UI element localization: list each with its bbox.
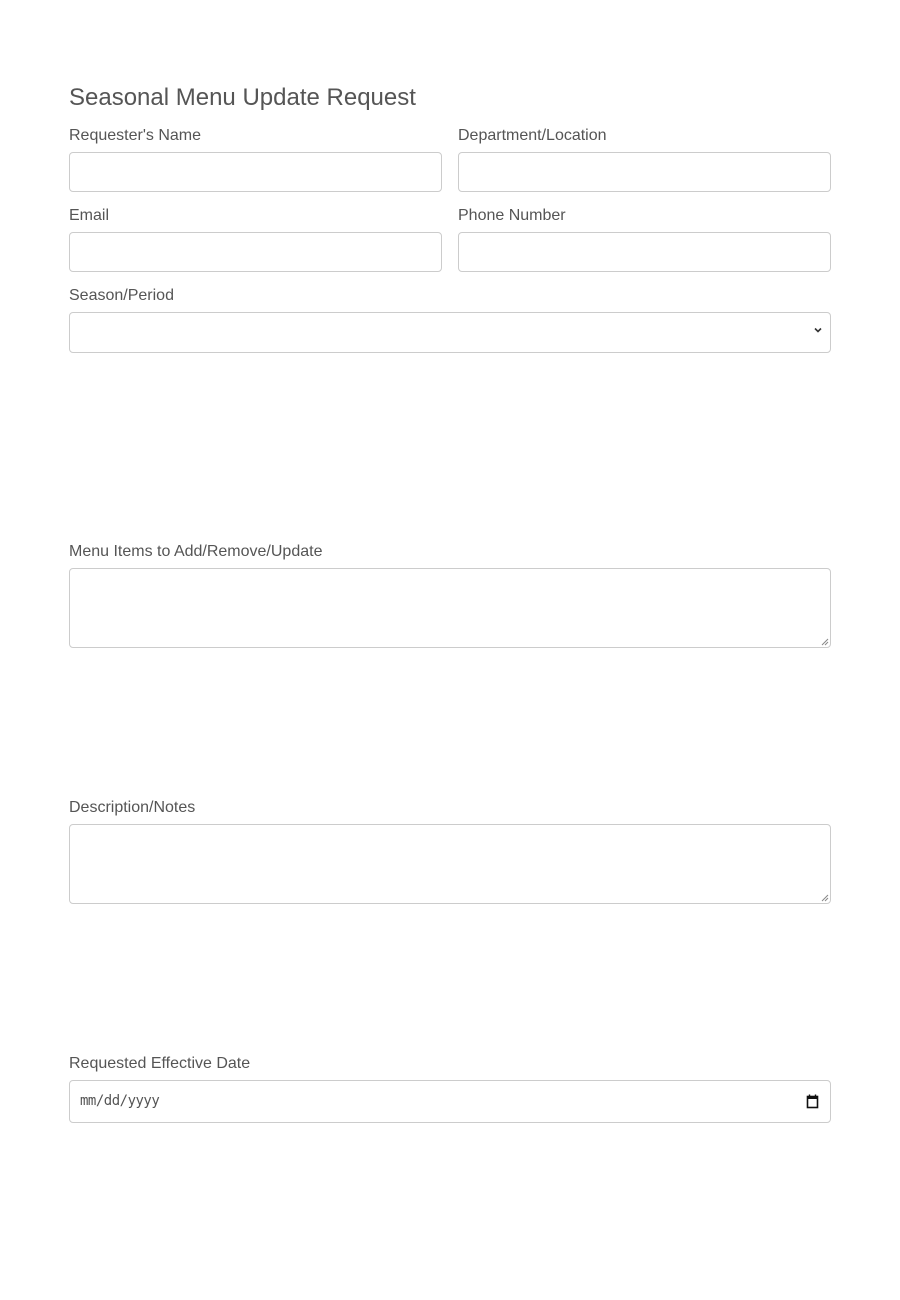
department-label: Department/Location	[458, 127, 607, 144]
resize-grip-icon[interactable]	[820, 637, 829, 646]
menu-items-label: Menu Items to Add/Remove/Update	[69, 543, 323, 560]
chevron-down-icon	[814, 326, 822, 334]
date-placeholder: mm/dd/yyyy	[80, 1093, 160, 1109]
email-label: Email	[69, 207, 110, 224]
season-label: Season/Period	[69, 287, 174, 304]
description-textarea[interactable]	[69, 824, 831, 904]
phone-input[interactable]	[458, 232, 831, 272]
description-label: Description/Notes	[69, 799, 196, 816]
name-input[interactable]	[69, 152, 442, 192]
department-input[interactable]	[458, 152, 831, 192]
effective-date-input[interactable]	[69, 1080, 831, 1123]
phone-label: Phone Number	[458, 207, 566, 224]
calendar-icon[interactable]	[806, 1094, 819, 1109]
season-select[interactable]	[69, 312, 831, 353]
effective-date-label: Requested Effective Date	[69, 1055, 251, 1072]
name-label: Requester's Name	[69, 127, 201, 144]
email-input[interactable]	[69, 232, 442, 272]
resize-grip-icon[interactable]	[820, 893, 829, 902]
menu-items-textarea[interactable]	[69, 568, 831, 648]
page-title: Seasonal Menu Update Request	[69, 84, 416, 111]
